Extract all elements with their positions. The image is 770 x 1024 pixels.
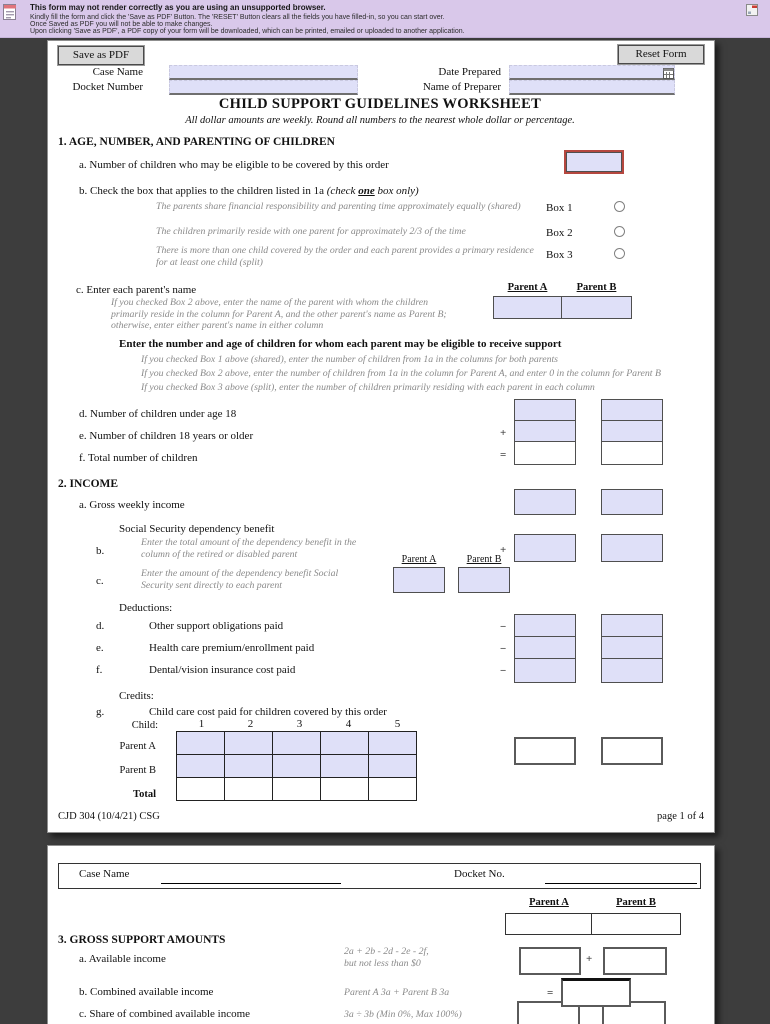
page2-parent-b-header: Parent B	[616, 897, 656, 908]
child-label: Child:	[131, 720, 158, 731]
parent-a-name-input[interactable]	[493, 296, 563, 319]
docket-no-writein-line	[545, 883, 697, 884]
case-name-input[interactable]	[169, 65, 358, 80]
case-name-writein-line	[161, 883, 341, 884]
s3a-label: a. Available income	[79, 953, 166, 965]
box2-label: Box 2	[546, 227, 573, 239]
plus-operator: +	[586, 953, 593, 965]
s3a-formula-line1: 2a + 2b - 2d - 2e - 2f,	[344, 946, 429, 957]
banner-instruction-1: Kindly fill the form and click the 'Save as PDF' Button. The 'RESET' Button clears all the fields you have filled-in, so you can start over.	[30, 14, 445, 21]
childcare-cell-b5[interactable]	[368, 754, 417, 778]
page2-docket-no-label: Docket No.	[454, 868, 505, 880]
childcare-cell-a4[interactable]	[320, 731, 369, 755]
s1b-box-only: box only)	[377, 185, 419, 197]
s1f-parent-b-total[interactable]	[601, 441, 663, 465]
s1b-label-main: b. Check the box that applies to the children listed in 1a	[79, 185, 324, 197]
page2-parent-a-header: Parent A	[529, 897, 569, 908]
name-of-preparer-label: Name of Preparer	[422, 81, 501, 93]
pdf-page-2	[47, 845, 715, 1024]
form-title: CHILD SUPPORT GUIDELINES WORKSHEET	[218, 96, 542, 112]
date-prepared-label: Date Prepared	[438, 66, 501, 78]
s2f-label: Dental/vision insurance cost paid	[149, 664, 296, 676]
s2c-parent-b-input[interactable]	[458, 567, 510, 593]
box3-label: Box 3	[546, 249, 573, 261]
s2g-letter: g.	[96, 706, 105, 718]
childcare-cell-a2[interactable]	[224, 731, 273, 755]
page2-case-name-label: Case Name	[79, 868, 130, 880]
minus-operator: −	[500, 643, 507, 655]
s1f-label: f. Total number of children	[79, 452, 198, 464]
child-col-1: 1	[198, 718, 205, 730]
childcare-total-3[interactable]	[272, 777, 321, 801]
childcare-row-total-label: Total	[133, 789, 156, 800]
section1-heading: 1. AGE, NUMBER, AND PARENTING OF CHILDREN	[58, 136, 335, 148]
parent-a-header: Parent A	[507, 282, 548, 293]
child-col-4: 4	[345, 718, 352, 730]
s1e-label: e. Number of children 18 years or older	[79, 430, 254, 442]
banner-instruction-3: Upon clicking 'Save as PDF', a PDF copy of your form will be downloaded, which can be printed, emailed or uploaded to another application.	[30, 28, 465, 35]
save-as-pdf-button[interactable]: Save as PDF	[58, 46, 144, 65]
date-prepared-input[interactable]	[509, 65, 675, 80]
section3-heading: 3. GROSS SUPPORT AMOUNTS	[58, 934, 226, 946]
number-note-3: If you checked Box 3 above (split), enter the number of children primarily residing with each parent in each column	[141, 382, 595, 393]
s2f-letter: f.	[96, 664, 103, 676]
form-number-footer: CJD 304 (10/4/21) CSG	[58, 811, 160, 822]
childcare-total-4[interactable]	[320, 777, 369, 801]
plus-operator: +	[500, 427, 507, 439]
parent-b-mini-header: Parent B	[466, 554, 502, 565]
document-icon	[3, 3, 17, 26]
name-of-preparer-input[interactable]	[509, 80, 675, 95]
number-note-2: If you checked Box 2 above, enter the number of children from 1a in the column for Parent A, and enter 0 in the column for Parent B	[141, 368, 661, 379]
childcare-row-parent-b	[177, 755, 417, 778]
browser-warning-banner	[0, 0, 770, 38]
docket-number-input[interactable]	[169, 80, 358, 95]
page2-parent-b-box[interactable]	[591, 913, 681, 935]
section2-heading: 2. INCOME	[58, 478, 119, 490]
minus-operator: −	[500, 621, 507, 633]
s1a-label: a. Number of children who may be eligible to be covered by this order	[79, 159, 389, 171]
s1c-note: If you checked Box 2 above, enter the name of the parent with whom the children primarily reside in the column for Parent A, and the other parent's name as Parent B; otherwise, enter either parent's name in either column	[111, 297, 447, 331]
s2g-parent-b-input[interactable]	[601, 737, 663, 765]
credits-heading: Credits:	[119, 690, 154, 702]
box1-description: The parents share financial responsibility and parenting time approximately equally (shared)	[156, 201, 521, 212]
childcare-row-parent-b-label: Parent B	[119, 765, 156, 776]
s2a-parent-b-input[interactable]	[601, 489, 663, 515]
s2b-parent-b-input[interactable]	[601, 534, 663, 562]
page-number-footer: page 1 of 4	[657, 811, 704, 822]
childcare-row-parent-a	[177, 732, 417, 755]
s3c-label: c. Share of combined available income	[79, 1008, 251, 1020]
child-col-5: 5	[394, 718, 401, 730]
deductions-heading: Deductions:	[119, 602, 173, 614]
number-age-heading: Enter the number and age of children for whom each parent may be eligible to receive support	[119, 338, 562, 350]
child-col-3: 3	[296, 718, 303, 730]
childcare-row-total	[177, 778, 417, 801]
docket-number-label: Docket Number	[72, 81, 143, 93]
childcare-cell-a5[interactable]	[368, 731, 417, 755]
pdf-page-1	[47, 40, 715, 833]
s1a-required-input[interactable]	[564, 150, 624, 174]
s3a-parent-a-input[interactable]	[519, 947, 581, 975]
s2a-label: a. Gross weekly income	[79, 499, 185, 511]
plus-operator: +	[500, 544, 507, 556]
box2-description: The children primarily reside with one parent for approximately 2/3 of the time	[156, 226, 466, 237]
page2-parent-a-box[interactable]	[505, 913, 594, 935]
box2-radio[interactable]	[614, 226, 625, 237]
childcare-cell-b4[interactable]	[320, 754, 369, 778]
parent-b-name-input[interactable]	[561, 296, 632, 319]
s2c-letter: c.	[96, 575, 104, 587]
childcare-cell-a3[interactable]	[272, 731, 321, 755]
s2c-parent-a-input[interactable]	[393, 567, 445, 593]
case-name-label: Case Name	[92, 66, 143, 78]
broken-image-icon	[745, 3, 759, 22]
childcare-total-5[interactable]	[368, 777, 417, 801]
s2d-letter: d.	[96, 620, 105, 632]
s2f-parent-b-input[interactable]	[601, 658, 663, 683]
number-note-1: If you checked Box 1 above (shared), enter the number of children from 1a in the columns for both parents	[141, 354, 558, 365]
s3b-formula: Parent A 3a + Parent B 3a	[344, 987, 450, 998]
s2a-parent-a-input[interactable]	[514, 489, 576, 515]
banner-instruction-2: Once Saved as PDF you will not be able to make changes.	[30, 21, 213, 28]
box3-description: There is more than one child covered by the order and each parent provides a primary residence for at least one child (split)	[156, 245, 534, 268]
equals-operator: =	[500, 449, 507, 461]
s2c-note: Enter the amount of the dependency benefit Social Security sent directly to each parent	[141, 568, 339, 591]
childcare-total-1[interactable]	[176, 777, 225, 801]
s1b-label	[79, 185, 419, 197]
childcare-row-parent-a-label: Parent A	[119, 741, 156, 752]
box3-radio[interactable]	[614, 248, 625, 259]
s2b-parent-a-input[interactable]	[514, 534, 576, 562]
s2e-label: Health care premium/enrollment paid	[149, 642, 315, 654]
s1d-label: d. Number of children under age 18	[79, 408, 237, 420]
child-col-2: 2	[247, 718, 254, 730]
s2f-parent-a-input[interactable]	[514, 658, 576, 683]
s2g-parent-a-input[interactable]	[514, 737, 576, 765]
parent-b-header: Parent B	[576, 282, 617, 293]
form-subtitle: All dollar amounts are weekly. Round all numbers to the nearest whole dollar or percentage.	[185, 115, 575, 126]
s1f-parent-a-total[interactable]	[514, 441, 576, 465]
s2e-letter: e.	[96, 642, 104, 654]
ss-benefit-heading: Social Security dependency benefit	[119, 523, 275, 535]
banner-warning-text: This form may not render correctly as you are using an unsupported browser.	[30, 3, 326, 12]
childcare-table	[177, 732, 417, 801]
s1b-check: (check	[326, 185, 356, 197]
page2-header-box	[58, 863, 701, 889]
equals-operator: =	[547, 987, 554, 999]
childcare-cell-a1[interactable]	[176, 731, 225, 755]
s3a-parent-b-input[interactable]	[603, 947, 667, 975]
childcare-cell-b3[interactable]	[272, 754, 321, 778]
s1b-label-italic	[327, 185, 419, 197]
childcare-total-2[interactable]	[224, 777, 273, 801]
s3a-formula-line2: but not less than $0	[344, 958, 421, 969]
s2b-note: Enter the total amount of the dependency benefit in the column of the retired or disabled parent	[141, 537, 357, 560]
childcare-cell-b2[interactable]	[224, 754, 273, 778]
s3b-label: b. Combined available income	[79, 986, 214, 998]
parent-a-mini-header: Parent A	[401, 554, 437, 565]
s2d-label: Other support obligations paid	[149, 620, 284, 632]
s2g-label: Child care cost paid for children covered by this order	[149, 706, 387, 718]
s3b-combined-input[interactable]	[561, 978, 631, 1007]
box1-label: Box 1	[546, 202, 573, 214]
box1-radio[interactable]	[614, 201, 625, 212]
s1c-label: c. Enter each parent's name	[76, 284, 197, 296]
s2b-letter: b.	[96, 545, 105, 557]
s1b-one: one	[358, 185, 375, 197]
s3c-formula: 3a ÷ 3b (Min 0%, Max 100%)	[344, 1009, 462, 1020]
childcare-cell-b1[interactable]	[176, 754, 225, 778]
reset-form-button[interactable]: Reset Form	[618, 45, 704, 64]
minus-operator: −	[500, 665, 507, 677]
